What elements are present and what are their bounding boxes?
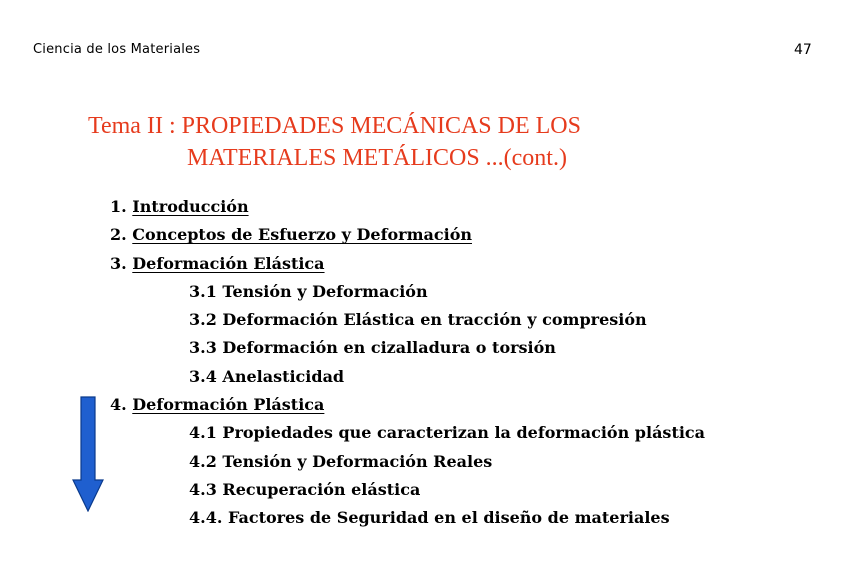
- subsection-4-4: 4.4. Factores de Seguridad en el diseño de materiales: [189, 508, 670, 528]
- arrow-shape: [73, 397, 103, 511]
- subsection-4-3: 4.3 Recuperación elástica: [189, 479, 421, 499]
- section-number: 4.: [110, 395, 127, 415]
- subsection-3-4: 3.4 Anelasticidad: [189, 366, 345, 386]
- subsection-4-1: 4.1 Propiedades que caracterizan la deformación plástica: [189, 423, 706, 443]
- section-label: Deformación Elástica: [132, 253, 325, 273]
- section-2: [110, 221, 705, 249]
- subsection-3-3: 3.3 Deformación en cizalladura o torsión: [189, 338, 556, 358]
- page-number: 47: [794, 42, 812, 58]
- slide-title: [88, 110, 581, 174]
- section-label: Conceptos de Esfuerzo y Deformación: [132, 225, 472, 245]
- section-number: 2.: [110, 225, 127, 245]
- subsection-4-2: 4.2 Tensión y Deformación Reales: [189, 451, 493, 471]
- section-number: 1.: [110, 197, 127, 216]
- subsection-3-2: 3.2 Deformación Elástica en tracción y compresión: [189, 310, 647, 330]
- section-4: [110, 391, 705, 419]
- title-line-1: Tema II : PROPIEDADES MECÁNICAS DE LOS: [88, 113, 581, 139]
- section-3: [110, 250, 705, 278]
- subsection-3-1: 3.1 Tensión y Deformación: [189, 281, 428, 301]
- section-label: Introducción: [132, 197, 249, 216]
- section-number: 3.: [110, 253, 127, 273]
- course-title: Ciencia de los Materiales: [33, 42, 201, 57]
- section-label: Deformación Plástica: [132, 395, 325, 415]
- section-1: [110, 193, 705, 221]
- title-line-2: MATERIALES METÁLICOS ...(cont.): [187, 145, 567, 171]
- arrow-down-icon: [72, 396, 104, 512]
- topic-outline: [110, 193, 705, 533]
